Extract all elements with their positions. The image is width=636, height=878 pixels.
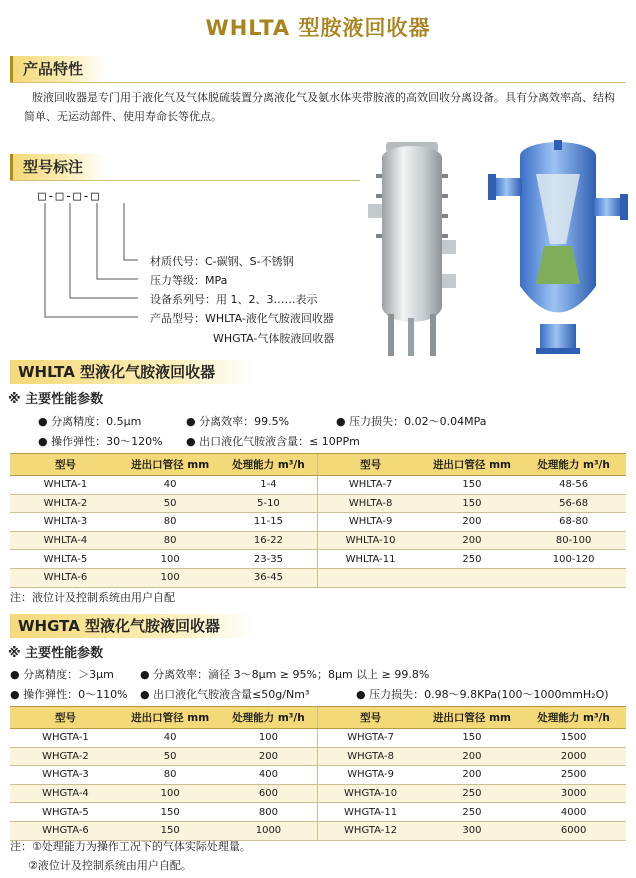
table-cell: 200 xyxy=(423,513,522,532)
table-cell: 100 xyxy=(121,784,220,803)
page-title: WHLTA 型胺液回收器 xyxy=(205,16,431,40)
table-cell: 48-56 xyxy=(521,476,626,495)
legend-material: 材质代号：C-碳钢、S-不锈钢 xyxy=(150,255,294,268)
table-cell: 200 xyxy=(423,766,522,785)
model-notation-tag-label: 型号标注 xyxy=(23,158,84,176)
whgta-note-2: ②液位计及控制系统由用户自配。 xyxy=(28,859,192,872)
whlta-spec-efficiency: ● 分离效率：99.5% xyxy=(186,415,290,428)
leader-material xyxy=(124,203,138,260)
whlta-perf-heading: ※ 主要性能参数 xyxy=(8,392,104,407)
table-cell: WHLTA-11 xyxy=(318,550,423,569)
table-cell: 50 xyxy=(121,494,220,513)
col-header-capacity-2: 处理能力 m³/h xyxy=(521,454,626,476)
legend-pressure: 压力等级：MPa xyxy=(150,274,228,287)
whlta-section-title: WHLTA 型液化气胺液回收器 xyxy=(18,363,216,381)
table-cell: 16-22 xyxy=(219,531,318,550)
whgta-section-bar xyxy=(10,614,254,638)
table-cell: WHLTA-10 xyxy=(318,531,423,550)
table-cell: 200 xyxy=(219,747,318,766)
table-cell: 1-4 xyxy=(219,476,318,495)
col-header-model-2: 型号 xyxy=(318,454,423,476)
table-cell: 68-80 xyxy=(521,513,626,532)
table-cell: 80-100 xyxy=(521,531,626,550)
table-cell: WHGTA-9 xyxy=(318,766,423,785)
table-cell xyxy=(521,568,626,587)
table-cell: 100 xyxy=(219,729,318,748)
features-tag xyxy=(10,56,105,82)
table-cell: 5-10 xyxy=(219,494,318,513)
table-cell: WHLTA-6 xyxy=(10,568,121,587)
whgta-spec-precision: ● 分离精度：＞3μm xyxy=(10,668,114,681)
table-cell: WHLTA-1 xyxy=(10,476,121,495)
table-cell: 200 xyxy=(423,747,522,766)
table-cell: WHLTA-7 xyxy=(318,476,423,495)
table-cell: 4000 xyxy=(521,803,626,822)
table-cell: WHGTA-1 xyxy=(10,729,121,748)
whlta-spec-pressure-loss: ● 压力损失：0.02～0.04MPa xyxy=(336,415,487,428)
legend-model-whgta: WHGTA-气体胺液回收器 xyxy=(213,332,335,345)
table-cell: WHGTA-3 xyxy=(10,766,121,785)
table-cell: 250 xyxy=(423,784,522,803)
whgta-spec-pressure-loss: ● 压力损失：0.98～9.8KPa(100～1000mmH₂O) xyxy=(356,688,609,701)
table-cell: 150 xyxy=(423,729,522,748)
table-cell: 300 xyxy=(423,821,522,840)
col-header-capacity: 处理能力 m³/h xyxy=(219,707,318,729)
table-cell: 23-35 xyxy=(219,550,318,569)
product-photo xyxy=(368,134,630,364)
table-cell: 200 xyxy=(423,531,522,550)
col-header-capacity-2: 处理能力 m³/h xyxy=(521,707,626,729)
table-row xyxy=(10,513,626,532)
whlta-table xyxy=(10,453,626,588)
col-header-pipe-dia-2: 进出口管径 mm xyxy=(423,454,522,476)
legend-model-whlta: 产品型号：WHLTA-液化气胺液回收器 xyxy=(150,312,334,325)
table-cell: 400 xyxy=(219,766,318,785)
model-code: □-□-□-□ xyxy=(38,189,100,204)
whgta-table xyxy=(10,706,626,841)
blue-cutaway-vessel-image xyxy=(488,140,628,354)
table-cell: 250 xyxy=(423,550,522,569)
whlta-spec-amine-content: ● 出口液化气胺液含量：≤ 10PPm xyxy=(186,435,360,448)
table-cell: 100-120 xyxy=(521,550,626,569)
table-row xyxy=(10,550,626,569)
table-row xyxy=(10,531,626,550)
whgta-table-header xyxy=(10,707,626,729)
col-header-capacity: 处理能力 m³/h xyxy=(219,454,318,476)
model-code-leader-lines xyxy=(40,203,150,328)
table-cell: 1500 xyxy=(521,729,626,748)
table-row xyxy=(10,747,626,766)
table-cell: 250 xyxy=(423,803,522,822)
table-cell: WHGTA-8 xyxy=(318,747,423,766)
table-cell: 3000 xyxy=(521,784,626,803)
whgta-spec-amine-content: ● 出口液化气胺液含量≤50g/Nm³ xyxy=(140,688,310,701)
table-cell: WHLTA-5 xyxy=(10,550,121,569)
table-row xyxy=(10,766,626,785)
table-cell: WHLTA-2 xyxy=(10,494,121,513)
col-header-model: 型号 xyxy=(10,707,121,729)
table-cell: 800 xyxy=(219,803,318,822)
table-row xyxy=(10,784,626,803)
features-text: 胺液回收器是专门用于液化气及气体脱硫装置分离液化气及氨水体夹带胺液的高效回收分离设备。具有分离效率高、结构简单、无运动部件、使用寿命长等优点。 xyxy=(24,91,615,123)
table-cell: WHGTA-5 xyxy=(10,803,121,822)
table-row xyxy=(10,729,626,748)
table-cell xyxy=(318,568,423,587)
steel-vessel-image xyxy=(368,142,456,356)
legend-series: 设备系列号：用 1、2、3……表示 xyxy=(150,293,318,306)
table-cell: 6000 xyxy=(521,821,626,840)
table-cell: 150 xyxy=(423,476,522,495)
table-cell: WHLTA-3 xyxy=(10,513,121,532)
table-cell: 80 xyxy=(121,531,220,550)
table-cell: WHGTA-7 xyxy=(318,729,423,748)
table-cell xyxy=(423,568,522,587)
leader-series xyxy=(70,203,138,298)
whgta-spec-efficiency: ● 分离效率：滴径 3～8μm ≥ 95%；8μm 以上 ≥ 99.8% xyxy=(140,668,430,681)
whgta-note-1: 注：①处理能力为操作工况下的气体实际处理量。 xyxy=(10,840,251,853)
whgta-perf-heading: ※ 主要性能参数 xyxy=(8,646,104,661)
whlta-table-header xyxy=(10,454,626,476)
features-tag-label: 产品特性 xyxy=(23,60,84,78)
table-cell: 40 xyxy=(121,729,220,748)
table-cell: WHLTA-8 xyxy=(318,494,423,513)
table-cell: WHGTA-11 xyxy=(318,803,423,822)
table-cell: 150 xyxy=(121,803,220,822)
table-cell: 100 xyxy=(121,550,220,569)
table-cell: WHGTA-2 xyxy=(10,747,121,766)
table-cell: WHGTA-6 xyxy=(10,821,121,840)
table-cell: 56-68 xyxy=(521,494,626,513)
table-cell: WHGTA-4 xyxy=(10,784,121,803)
col-header-pipe-dia: 进出口管径 mm xyxy=(121,707,220,729)
model-notation-divider xyxy=(10,180,360,181)
table-cell: 1000 xyxy=(219,821,318,840)
whlta-spec-precision: ● 分离精度：0.5μm xyxy=(38,415,142,428)
col-header-pipe-dia: 进出口管径 mm xyxy=(121,454,220,476)
table-row xyxy=(10,568,626,587)
table-cell: 2500 xyxy=(521,766,626,785)
table-cell: 36-45 xyxy=(219,568,318,587)
whlta-section-bar xyxy=(10,360,254,384)
whlta-spec-elasticity: ● 操作弹性：30～120% xyxy=(38,435,163,448)
table-cell: WHGTA-10 xyxy=(318,784,423,803)
table-cell: WHGTA-12 xyxy=(318,821,423,840)
table-cell: 80 xyxy=(121,513,220,532)
table-cell: 80 xyxy=(121,766,220,785)
features-divider xyxy=(10,82,626,83)
table-cell: 11-15 xyxy=(219,513,318,532)
whlta-note: 注：液位计及控制系统由用户自配 xyxy=(10,591,175,604)
table-cell: 150 xyxy=(121,821,220,840)
model-notation-tag xyxy=(10,154,105,180)
table-row xyxy=(10,494,626,513)
table-cell: WHLTA-4 xyxy=(10,531,121,550)
table-cell: WHLTA-9 xyxy=(318,513,423,532)
table-cell: 2000 xyxy=(521,747,626,766)
col-header-model-2: 型号 xyxy=(318,707,423,729)
table-row xyxy=(10,476,626,495)
whgta-spec-elasticity: ● 操作弹性：0～110% xyxy=(10,688,128,701)
table-cell: 40 xyxy=(121,476,220,495)
col-header-pipe-dia-2: 进出口管径 mm xyxy=(423,707,522,729)
whgta-section-title: WHGTA 型液化气胺液回收器 xyxy=(18,617,221,635)
leader-pressure xyxy=(97,203,138,279)
table-row xyxy=(10,803,626,822)
table-cell: 50 xyxy=(121,747,220,766)
col-header-model: 型号 xyxy=(10,454,121,476)
table-cell: 150 xyxy=(423,494,522,513)
table-cell: 100 xyxy=(121,568,220,587)
table-cell: 600 xyxy=(219,784,318,803)
